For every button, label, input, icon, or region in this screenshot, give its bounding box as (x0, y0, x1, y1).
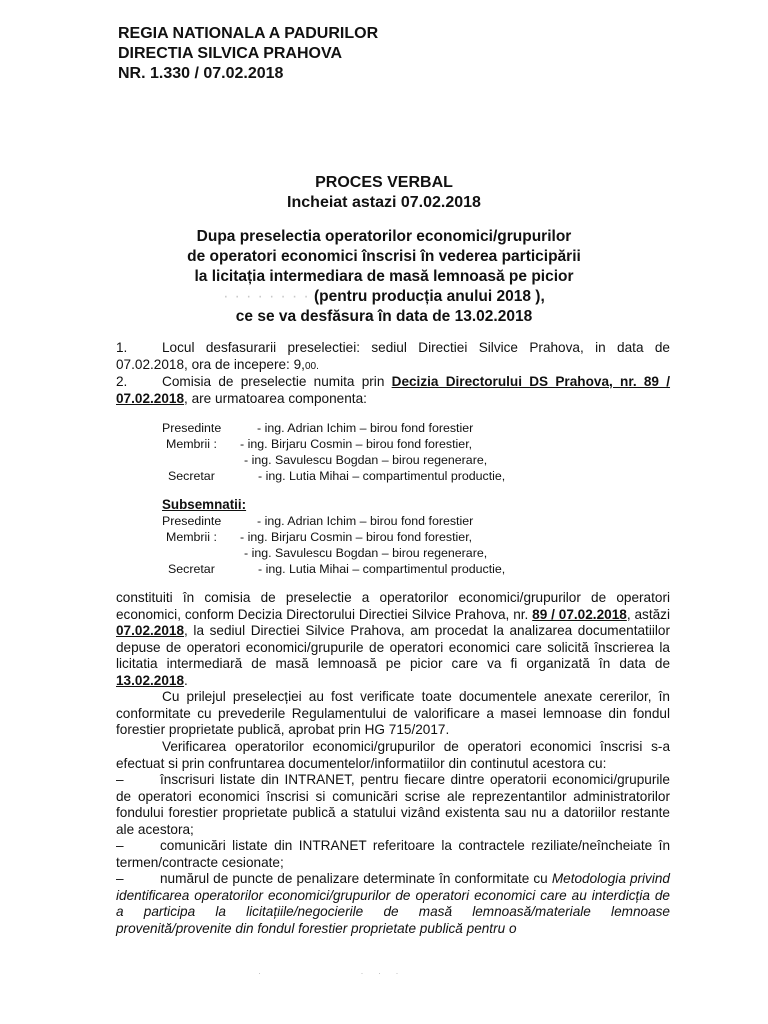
subtitle-line-4: · · · · · · · · (pentru producția anului 2018 ), (223, 288, 545, 305)
header-registration-number: NR. 1.330 / 07.02.2018 (118, 65, 284, 82)
title-proces-verbal: PROCES VERBAL (315, 174, 453, 191)
undersigned-president-role: Presedinte (162, 514, 222, 528)
scan-specks: · · · · (258, 968, 405, 978)
undersigned-president-name: - ing. Adrian Ichim – birou fond forestier (257, 514, 474, 528)
secretary-name: - ing. Lutia Mihai – compartimentul productie, (258, 469, 506, 483)
bullet-dash: – (116, 772, 124, 787)
undersigned-secretary-role: Secretar (168, 562, 215, 576)
document-header (118, 24, 378, 84)
document-title (0, 173, 768, 213)
subtitle-line-2: de operatori economici înscrisi în vederea participării (187, 248, 581, 265)
item-1-text: Locul desfasurarii preselectiei: sediul Directiei Silvice Prahova, in data de 07.02.2018, ora de incepere: 9, (116, 340, 670, 372)
bullet-dash: – (116, 871, 124, 886)
president-name: - ing. Adrian Ichim – birou fond forestier (257, 421, 474, 435)
undersigned-members-role: Membrii : (166, 530, 217, 544)
item-1-number: 1. (116, 340, 128, 355)
analysis-date: 07.02.2018 (116, 623, 185, 639)
undersigned-member-2: - ing. Savulescu Bogdan – birou regenerare, (244, 546, 488, 560)
item-2: 2. Comisia de preselectie numita prin Decizia Directorului DS Prahova, nr. 89 / 07.02.2018, are urmatoarea componenta: (116, 374, 671, 406)
decision-reference: Decizia Directorului DS Prahova, nr. 89 / 07.02.2018 (116, 374, 671, 406)
paragraph-preselection: Cu prilejul preselecției au fost verificate toate documentele anexate cererilor, în conformitate cu prevederile Regulamentului de valorificare a masei lemnoase din fondul forestier proprietate publică, aprobat prin HG 715/2017. (116, 689, 670, 738)
commission-composition (0, 420, 768, 490)
faint-marks: · · · · · · · · (223, 288, 310, 305)
president-role: Presedinte (162, 421, 222, 435)
subtitle-line-3: la licitația intermediara de masă lemnoasă pe picior (194, 268, 574, 285)
undersigned-section (0, 497, 768, 583)
document-subtitle (0, 227, 768, 327)
decision-number-date: 89 / 07.02.2018 (532, 606, 627, 622)
item-1-time-suffix: 00. (304, 360, 319, 372)
member-1-name: - ing. Birjaru Cosmin – birou fond forestier, (240, 437, 473, 451)
subtitle-line-5: ce se va desfăsura în data de 13.02.2018 (235, 308, 533, 325)
subtitle-line-1: Dupa preselectia operatorilor economici/grupurilor (196, 228, 572, 245)
paragraph-verification: Verificarea operatorilor economici/grupurilor de operatori economici înscrisi s-a efectuat si prin confruntarea documentelor/informatiilor din continutul acestora cu: (116, 739, 670, 771)
paragraph-constitution: constituiti în comisia de preselectie a operatorilor economici/grupurilor de operatori economici, conform Decizia Directorului Directiei Silvice Prahova, nr. 89 / 07.02.2018, astăzi 07.02.2018, la sediul Directiei Silvice Prahova, am procedat la analizarea documentatiilor depuse de operatori economici/grupurile de operatori economici care solicită înscrierea la licitatia intermediară de masă lemnoasă pe picior care va fi organizată în data de 13.02.2018. (116, 590, 670, 688)
secretary-role: Secretar (168, 469, 215, 483)
undersigned-secretary-name: - ing. Lutia Mihai – compartimentul productie, (258, 562, 506, 576)
undersigned-member-1: - ing. Birjaru Cosmin – birou fond forestier, (240, 530, 473, 544)
methodology-title: Metodologia privind identificarea operatorilor economici/grupurilor de operatori economici care au interdicția de a participa la licitațiile/negocierile de masă lemnoasă/materiale lemnoase provenită/provenite din fondul forestier proprietate publică pentru o (116, 871, 670, 936)
members-role: Membrii : (166, 437, 217, 451)
auction-date: 13.02.2018 (116, 672, 185, 688)
item-2-number: 2. (116, 374, 128, 389)
member-2-name: - ing. Savulescu Bogdan – birou regenerare, (244, 453, 488, 467)
item-1 (116, 340, 670, 375)
bullet-contracts: – comunicări listate din INTRANET referitoare la contractele reziliate/neîncheiate în termen/contracte cesionate; (116, 838, 670, 870)
bullet-intranet-records: – înscrisuri listate din INTRANET, pentru fiecare dintre operatorii economici/grupurile de operatori economici înscrisi si comunicări scrise ale reprezentantilor administratorilor fondului forestier proprietate publică a statului vizând existenta sau nu a datoriilor restante ale acestora; (116, 772, 670, 837)
bullet-penalty-points: – numărul de puncte de penalizare determinate în conformitate cu Metodologia privind identificarea operatorilor economici/grupurilor de operatori economici care au interdicția de a participa la licitațiile/negocierile de masă lemnoasă/materiale lemnoase provenită/provenite din fondul forestier proprietate publică pentru o (116, 871, 670, 936)
undersigned-heading: Subsemnatii: (162, 497, 247, 512)
header-organization: REGIA NATIONALA A PADURILOR (118, 25, 379, 42)
bullet-dash: – (116, 838, 124, 853)
title-date: Incheiat astazi 07.02.2018 (287, 194, 481, 211)
header-directorate: DIRECTIA SILVICA PRAHOVA (118, 45, 343, 62)
